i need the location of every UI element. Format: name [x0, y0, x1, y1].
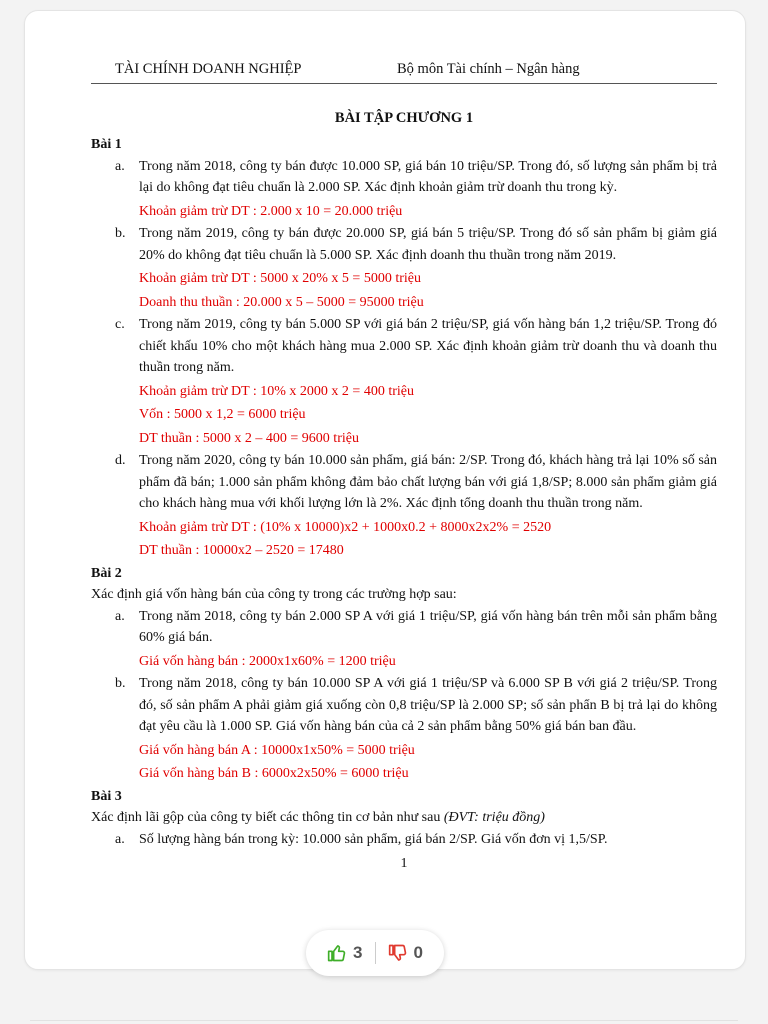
exercise-section: [91, 786, 717, 851]
answer-line: Khoản giảm trừ DT : 5000 x 20% x 5 = 5000 triệu: [139, 271, 421, 286]
answer-line: DT thuần : 10000x2 – 2520 = 17480: [139, 543, 344, 558]
answer-line: Giá vốn hàng bán B : 6000x2x50% = 6000 triệu: [139, 766, 409, 781]
answer-line: Doanh thu thuần : 20.000 x 5 – 5000 = 95000 triệu: [139, 294, 424, 310]
thumbs-down-icon: [388, 943, 408, 963]
downvote-button[interactable]: [376, 943, 435, 963]
exercise-item: [91, 450, 717, 515]
item-text: Trong năm 2018, công ty bán được 10.000 SP, giá bán 10 triệu/SP. Trong đó, số lượng sản phẩm bị trả lại do không đạt tiêu chuẩn là 2.000 SP. Xác định khoản giảm trừ doanh thu trong kỳ.: [139, 158, 717, 195]
item-marker: d.: [115, 453, 126, 468]
exercise-section: [91, 134, 717, 562]
intro-text: Xác định giá vốn hàng bán của công ty trong các trường hợp sau:: [91, 587, 457, 602]
answer-line: Giá vốn hàng bán A : 10000x1x50% = 5000 triệu: [139, 742, 415, 758]
header-left: TÀI CHÍNH DOANH NGHIỆP: [115, 61, 302, 77]
exercise-item: [91, 606, 717, 649]
page-number: 1: [400, 856, 408, 871]
bottom-divider: [30, 1020, 738, 1021]
answer-line: DT thuần : 5000 x 2 – 400 = 9600 triệu: [139, 430, 359, 446]
exercise-intro: [91, 584, 717, 606]
item-marker: a.: [115, 608, 125, 624]
item-text: Trong năm 2019, công ty bán được 20.000 SP, giá bán 5 triệu/SP. Trong đó số sản phẩm bị giảm giá 20% do không đạt tiêu chuẩn là 5.000 SP. Xác định doanh thu thuần trong năm 2019.: [139, 226, 717, 263]
vote-widget: [306, 930, 444, 976]
answer-line: Khoản giảm trừ DT : 10% x 2000 x 2 = 400 triệu: [139, 383, 414, 399]
exercise-heading: Bài 2: [91, 565, 122, 581]
item-text: Trong năm 2020, công ty bán 10.000 sản phẩm, giá bán: 2/SP. Trong đó, khách hàng trả lại 10% số sản phẩm đã bán; 1.000 sản phẩm không đảm bảo chất lượng bán với giá 1,8/SP; 8.000 sản phẩm giảm giá cho khách hàng mua với khối lượng lớn là 2%. Xác định tổng doanh thu thuần trong năm.: [139, 453, 717, 511]
item-text: Trong năm 2018, công ty bán 2.000 SP A với giá 1 triệu/SP, giá vốn hàng bán trên mỗi sản phẩm bằng 60% giá bán.: [139, 608, 717, 645]
item-marker: b.: [115, 226, 126, 241]
exercise-section: [91, 563, 717, 785]
downvote-count: 0: [413, 943, 423, 962]
page-title: BÀI TẬP CHƯƠNG 1: [334, 109, 474, 126]
exercise-item: [91, 223, 717, 266]
intro-text: Xác định lãi gộp của công ty biết các thông tin cơ bản như sau: [91, 810, 441, 825]
intro-unit-note: (ĐVT: triệu đồng): [443, 810, 545, 825]
exercise-item: [91, 156, 717, 199]
exercise-intro: [91, 807, 717, 829]
item-text: Trong năm 2018, công ty bán 10.000 SP A với giá 1 triệu/SP và 6.000 SP B với giá 2 triệu/SP. Trong đó, số sản phẩm A phải giảm giá xuống còn 0,8 triệu/SP là 2.000 SP; số sản phẩn B bị trả lại do không đạt yêu cầu là 1.000 SP. Giá vốn hàng bán của cả 2 sản phẩm bằng 50% giá bán ban đầu.: [139, 676, 717, 734]
thumbs-up-icon: [327, 943, 347, 963]
answer-line: Khoản giảm trừ DT : 2.000 x 10 = 20.000 triệu: [139, 203, 403, 219]
exercise-item: [91, 314, 717, 379]
item-text: Trong năm 2019, công ty bán 5.000 SP với giá bán 2 triệu/SP, giá vốn hàng bán 1,2 triệu/SP. Trong đó chiết khấu 10% cho một khách hàng mua 2.000 SP. Xác định khoản giảm trừ doanh thu và doanh thu thuần trong năm.: [139, 317, 717, 375]
upvote-button[interactable]: [315, 943, 374, 963]
item-text: Số lượng hàng bán trong kỳ: 10.000 sản phẩm, giá bán 2/SP. Giá vốn đơn vị 1,5/SP.: [139, 831, 608, 847]
exercise-heading: Bài 1: [91, 137, 122, 152]
exercise-heading: Bài 3: [91, 788, 122, 804]
exercise-sections: [91, 134, 717, 850]
answer-line: Vốn : 5000 x 1,2 = 6000 triệu: [139, 407, 306, 422]
exercise-item: [91, 673, 717, 738]
answer-line: Giá vốn hàng bán : 2000x1x60% = 1200 triệu: [139, 653, 396, 669]
item-marker: a.: [115, 831, 125, 847]
answer-line: Khoản giảm trừ DT : (10% x 10000)x2 + 1000x0.2 + 8000x2x2% = 2520: [139, 519, 552, 535]
document-content: [91, 59, 717, 875]
running-header: [91, 59, 717, 84]
item-marker: a.: [115, 158, 125, 174]
item-marker: c.: [115, 317, 125, 332]
header-right: Bộ môn Tài chính – Ngân hàng: [397, 61, 580, 77]
item-marker: b.: [115, 676, 126, 691]
exercise-item: [91, 829, 717, 851]
upvote-count: 3: [353, 943, 363, 962]
document-page: [24, 10, 746, 970]
